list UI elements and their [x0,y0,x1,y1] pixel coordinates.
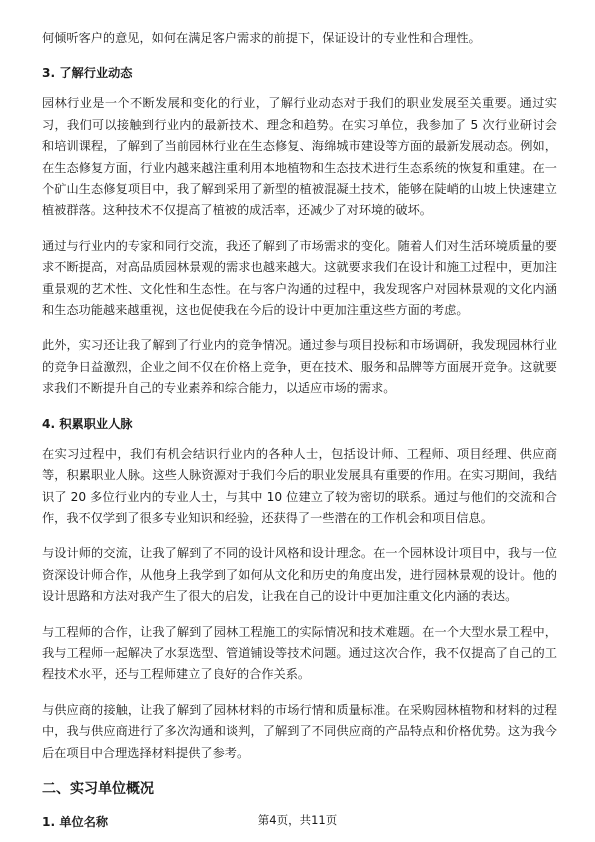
paragraph-industry-trends-2: 通过与行业内的专家和同行交流，我还了解到了市场需求的变化。随着人们对生活环境质量的要求不断提高，对高品质园林景观的需求也越来越大。这就要求我们在设计和施工过程中，更加注重景观的艺术性、文化性和生态性。在与客户沟通的过程中，我发现客户对园林景观的文化内涵和生态功能越来越重视，这也促使我在今后的设计中更加注重这些方面的考虑。 [42,238,557,318]
paragraph-industry-trends-3: 此外，实习还让我了解到了行业内的竞争情况。通过参与项目投标和市场调研，我发现园林行业的竞争日益激烈，企业之间不仅在价格上竞争，更在技术、服务和品牌等方面展开竞争。这就要求我们不断提升自己的专业素养和综合能力，以适应市场的需求。 [42,338,557,396]
document-page [42,28,557,842]
chapter-heading-company-overview: 二、实习单位概况 [42,780,154,797]
paragraph-network-suppliers: 与供应商的接触，让我了解到了园林材料的市场行情和质量标准。在采购园林植物和材料的过程中，我与供应商进行了多次沟通和谈判，了解到了不同供应商的产品特点和价格优势。这为我今后在项目中合理选择材料提供了参考。 [42,702,557,760]
section-heading-industry-trends: 3. 了解行业动态 [42,66,133,81]
page-footer: 第4页，共11页 [257,813,338,827]
paragraph-continuation: 何倾听客户的意见，如何在满足客户需求的前提下，保证设计的专业性和合理性。 [42,31,481,45]
section-heading-company-name: 1. 单位名称 [42,814,109,829]
paragraph-network-designers: 与设计师的交流，让我了解到了不同的设计风格和设计理念。在一个园林设计项目中，我与一位资深设计师合作，从他身上我学到了如何从文化和历史的角度出发，进行园林景观的设计。他的设计思路和方法对我产生了很大的启发，让我在自己的设计中更加注重文化内涵的表达。 [42,546,557,604]
paragraph-network-engineers: 与工程师的合作，让我了解到了园林工程施工的实际情况和技术难题。在一个大型水景工程中，我与工程师一起解决了水泵选型、管道铺设等技术问题。通过这次合作，我不仅提高了自己的工程技术水平，还与工程师建立了良好的合作关系。 [42,624,557,682]
paragraph-industry-trends-1: 园林行业是一个不断发展和变化的行业，了解行业动态对于我们的职业发展至关重要。通过实习，我们可以接触到行业内的最新技术、理念和趋势。在实习单位，我参加了 5 次行业研讨会和培训课程，了解到了当前园林行业在生态修复、海绵城市建设等方面的最新发展动态。例如，在生态修复方面，行业内越来越注重利用本地植物和生态技术进行生态系统的恢复和重建。在一个矿山生态修复项目中，我了解到采用了新型的植被混凝土技术，能够在陡峭的山坡上快速建立植被群落。这种技术不仅提高了植被的成活率，还减少了对环境的破坏。 [42,96,557,218]
section-heading-professional-network: 4. 积累职业人脉 [42,416,133,431]
paragraph-network-1: 在实习过程中，我们有机会结识行业内的各种人士，包括设计师、工程师、项目经理、供应商等，积累职业人脉。这些人脉资源对于我们今后的职业发展具有重要的作用。在实习期间，我结识了 20 多位行业内的专业人士，与其中 10 位建立了较为密切的联系。通过与他们的交流和合作，我不仅学到了很多专业知识和经验，还获得了一些潜在的工作机会和项目信息。 [42,446,557,525]
